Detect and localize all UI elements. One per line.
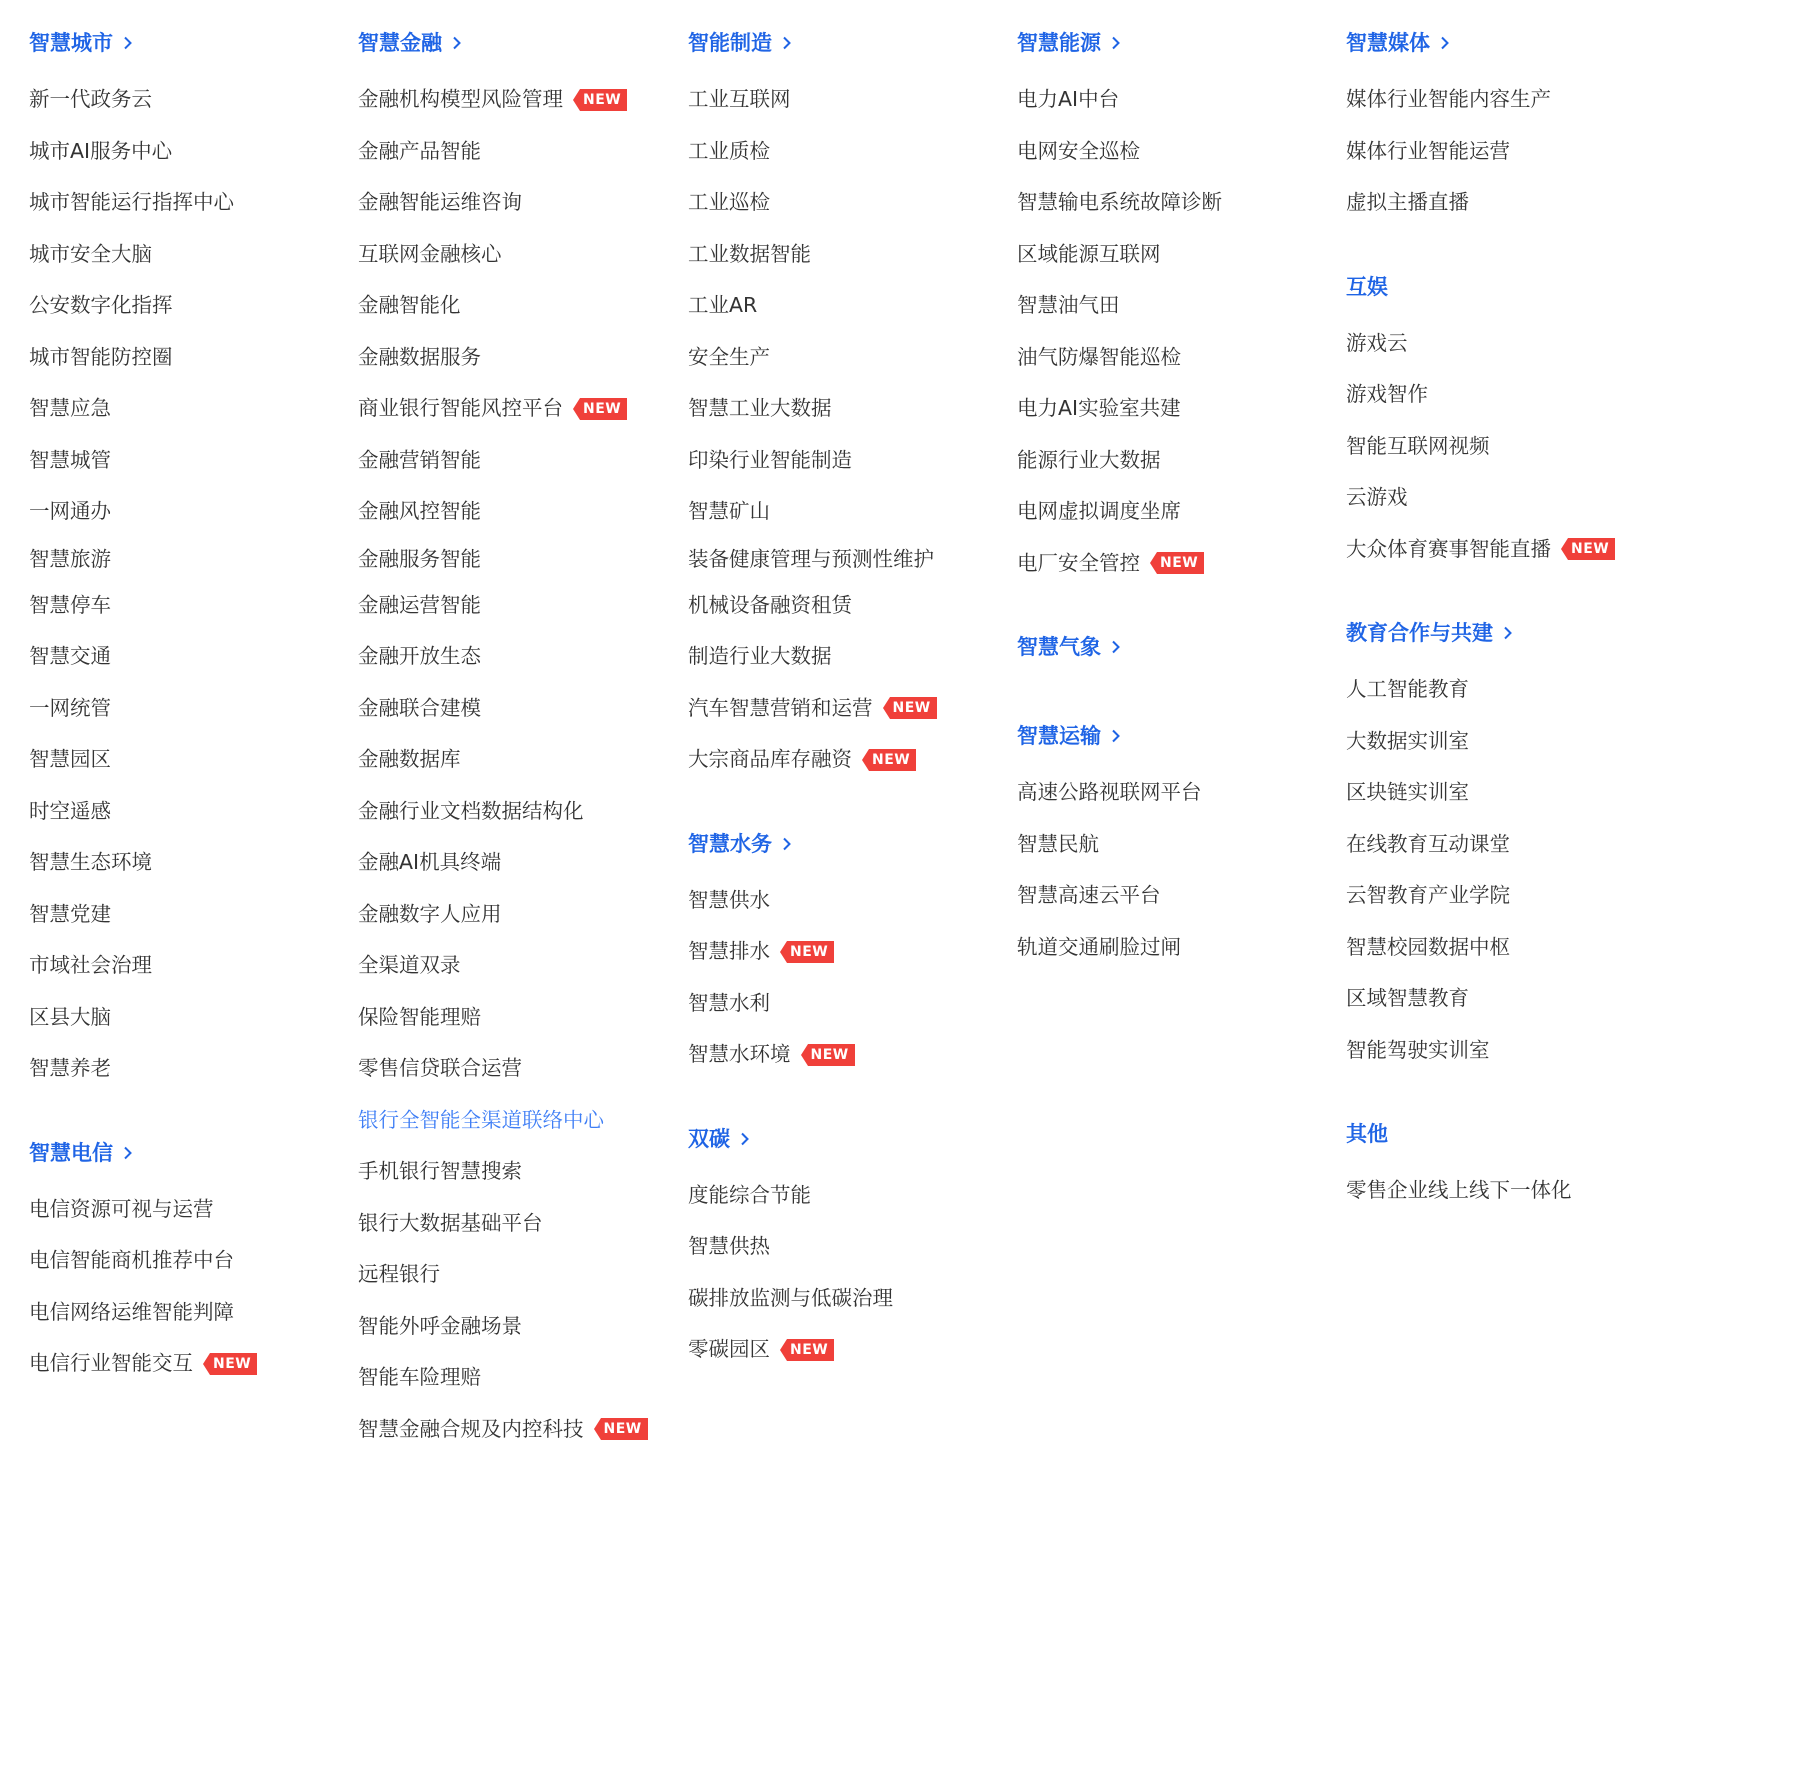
chevron-right-icon xyxy=(123,36,133,50)
menu-item[interactable] xyxy=(688,538,1008,580)
new-badge xyxy=(780,1339,834,1361)
new-badge-label: NEW xyxy=(869,749,916,771)
new-badge-label: NEW xyxy=(808,1044,855,1066)
section-title[interactable] xyxy=(1346,1118,1388,1150)
menu-item[interactable] xyxy=(1017,229,1337,281)
menu-column xyxy=(1017,0,1337,973)
section-title[interactable] xyxy=(1017,720,1121,752)
menu-item[interactable] xyxy=(688,1170,1008,1222)
menu-item-label: 智慧交通 xyxy=(29,644,111,668)
menu-item-label: 智慧民航 xyxy=(1017,831,1099,856)
menu-item[interactable] xyxy=(358,74,678,126)
menu-item-label: 新一代政务云 xyxy=(29,87,152,111)
menu-section xyxy=(1346,271,1666,576)
section-title[interactable] xyxy=(29,27,133,59)
menu-item[interactable] xyxy=(1017,922,1337,974)
menu-item-label: 金融数据库 xyxy=(358,747,461,771)
menu-item[interactable] xyxy=(29,992,349,1044)
menu-item[interactable] xyxy=(1346,318,1666,370)
menu-item-label: 智慧应急 xyxy=(29,396,111,420)
new-badge xyxy=(780,941,834,963)
menu-item[interactable] xyxy=(1017,177,1337,229)
menu-item-label: 制造行业大数据 xyxy=(688,644,832,668)
menu-item[interactable] xyxy=(358,538,678,580)
menu-item-label: 高速公路视联网平台 xyxy=(1017,780,1202,804)
menu-item-label: 智慧供水 xyxy=(688,887,770,912)
menu-item[interactable] xyxy=(688,683,1008,735)
new-badge-label: NEW xyxy=(1157,552,1204,574)
menu-item-label: 保险智能理赔 xyxy=(358,1004,481,1029)
menu-item-label: 智慧高速云平台 xyxy=(1017,883,1161,907)
menu-item-label: 零售信贷联合运营 xyxy=(358,1056,522,1080)
menu-item[interactable] xyxy=(1346,767,1666,819)
menu-item[interactable] xyxy=(688,1273,1008,1325)
menu-item-label: 电信资源可视与运营 xyxy=(29,1196,214,1221)
menu-item-label: 金融机构模型风险管理 xyxy=(358,87,563,111)
menu-item[interactable] xyxy=(358,734,678,786)
menu-item[interactable] xyxy=(358,486,678,538)
menu-item[interactable] xyxy=(688,126,1008,178)
section-title-label: 其他 xyxy=(1346,1122,1388,1146)
section-title-label: 智能制造 xyxy=(688,31,772,55)
menu-item[interactable] xyxy=(1017,383,1337,435)
menu-item-label: 电信网络运维智能判障 xyxy=(29,1299,234,1324)
menu-section xyxy=(358,27,678,1455)
menu-item-label: 区块链实训室 xyxy=(1346,780,1469,804)
section-title[interactable] xyxy=(1017,631,1121,663)
menu-item-label: 零售企业线上线下一体化 xyxy=(1346,1178,1572,1202)
menu-item[interactable] xyxy=(1346,421,1666,473)
menu-item[interactable] xyxy=(29,486,349,538)
menu-item[interactable] xyxy=(688,435,1008,487)
menu-item-label: 零碳园区 xyxy=(688,1337,770,1361)
new-badge xyxy=(573,89,627,111)
menu-item[interactable] xyxy=(358,786,678,838)
menu-item[interactable] xyxy=(29,332,349,384)
chevron-right-icon xyxy=(1440,36,1450,50)
menu-item-label: 金融智能化 xyxy=(358,293,461,317)
menu-section xyxy=(1346,27,1666,229)
menu-item[interactable] xyxy=(29,126,349,178)
menu-item[interactable] xyxy=(358,332,678,384)
chevron-right-icon xyxy=(123,1146,133,1160)
menu-item-label: 远程银行 xyxy=(358,1262,440,1286)
menu-item[interactable] xyxy=(29,837,349,889)
menu-item[interactable] xyxy=(688,1221,1008,1273)
menu-item[interactable] xyxy=(1017,870,1337,922)
menu-item[interactable] xyxy=(1017,332,1337,384)
menu-item-label: 金融智能运维咨询 xyxy=(358,190,522,214)
menu-item[interactable] xyxy=(688,926,1008,978)
menu-item-label: 智慧园区 xyxy=(29,747,111,771)
menu-item[interactable] xyxy=(358,992,678,1044)
menu-item[interactable] xyxy=(688,332,1008,384)
section-title-label: 教育合作与共建 xyxy=(1346,621,1493,645)
menu-item[interactable] xyxy=(29,74,349,126)
menu-item-label: 媒体行业智能内容生产 xyxy=(1346,87,1551,111)
menu-item[interactable] xyxy=(688,229,1008,281)
menu-item-label: 工业质检 xyxy=(688,138,770,163)
section-items xyxy=(1346,74,1666,229)
menu-section xyxy=(1017,631,1337,678)
menu-item[interactable] xyxy=(358,889,678,941)
menu-item-label: 金融开放生态 xyxy=(358,644,481,668)
menu-section xyxy=(688,27,1008,786)
section-title-label: 智慧能源 xyxy=(1017,31,1101,55)
menu-item[interactable] xyxy=(358,229,678,281)
menu-item[interactable] xyxy=(1346,177,1666,229)
menu-item-label: 市域社会治理 xyxy=(29,953,152,977)
menu-item[interactable] xyxy=(1346,922,1666,974)
menu-item[interactable] xyxy=(29,1338,349,1390)
section-items xyxy=(688,74,1008,786)
menu-item-label: 智慧金融合规及内控科技 xyxy=(358,1416,584,1441)
menu-item[interactable] xyxy=(1346,74,1666,126)
menu-item-label: 互联网金融核心 xyxy=(358,241,502,266)
menu-item[interactable] xyxy=(358,1198,678,1250)
menu-item[interactable] xyxy=(358,580,678,632)
menu-item-label: 大众体育赛事智能直播 xyxy=(1346,536,1551,561)
menu-item-label: 油气防爆智能巡检 xyxy=(1017,344,1181,369)
menu-item-label: 智能互联网视频 xyxy=(1346,433,1490,458)
menu-item[interactable] xyxy=(1346,819,1666,871)
menu-item[interactable] xyxy=(358,940,678,992)
menu-item[interactable] xyxy=(358,1404,678,1456)
menu-item-label: 工业AR xyxy=(688,293,758,317)
menu-item[interactable] xyxy=(1346,1025,1666,1077)
menu-item-label: 装备健康管理与预测性维护 xyxy=(688,546,934,571)
menu-item[interactable] xyxy=(688,1029,1008,1081)
menu-item[interactable] xyxy=(358,1249,678,1301)
menu-item-label: 人工智能教育 xyxy=(1346,677,1469,701)
chevron-right-icon xyxy=(1111,729,1121,743)
section-title-label: 双碳 xyxy=(688,1126,730,1151)
menu-section xyxy=(688,828,1008,1081)
menu-column xyxy=(358,0,678,1455)
menu-item-label: 金融AI机具终端 xyxy=(358,850,502,874)
menu-item[interactable] xyxy=(1017,819,1337,871)
menu-item-label: 智慧党建 xyxy=(29,901,111,926)
new-badge-label: NEW xyxy=(890,697,937,719)
menu-item[interactable] xyxy=(688,978,1008,1030)
menu-item-label: 智慧工业大数据 xyxy=(688,396,832,420)
new-badge-label: NEW xyxy=(1568,538,1615,560)
menu-item[interactable] xyxy=(358,631,678,683)
menu-item-label: 城市安全大脑 xyxy=(29,241,152,266)
chevron-right-icon xyxy=(782,36,792,50)
section-title[interactable] xyxy=(1346,27,1450,59)
menu-item[interactable] xyxy=(29,580,349,632)
menu-item-label: 智慧矿山 xyxy=(688,499,770,523)
menu-item[interactable] xyxy=(358,1146,678,1198)
menu-item-label: 商业银行智能风控平台 xyxy=(358,396,563,420)
menu-item-label: 度能综合节能 xyxy=(688,1182,811,1207)
new-badge xyxy=(203,1353,257,1375)
section-title-label: 智慧城市 xyxy=(29,31,113,55)
section-title[interactable] xyxy=(688,27,792,59)
new-badge-label: NEW xyxy=(601,1418,648,1440)
chevron-right-icon xyxy=(1111,36,1121,50)
menu-item[interactable] xyxy=(688,486,1008,538)
menu-item[interactable] xyxy=(1346,716,1666,768)
menu-column xyxy=(1346,0,1666,1217)
menu-item-label: 游戏云 xyxy=(1346,330,1408,355)
section-items xyxy=(1017,767,1337,973)
menu-item[interactable] xyxy=(1346,524,1666,576)
menu-item[interactable] xyxy=(1346,369,1666,421)
menu-item-label: 碳排放监测与低碳治理 xyxy=(688,1285,893,1310)
section-title-label: 智慧电信 xyxy=(29,1140,113,1165)
menu-section xyxy=(29,27,349,1095)
menu-item-label: 云智教育产业学院 xyxy=(1346,883,1510,907)
chevron-right-icon xyxy=(1111,640,1121,654)
menu-item[interactable] xyxy=(358,280,678,332)
menu-section xyxy=(1017,720,1337,973)
menu-item-label: 智慧油气田 xyxy=(1017,293,1120,317)
menu-item[interactable] xyxy=(1346,472,1666,524)
menu-item[interactable] xyxy=(358,126,678,178)
menu-item-label: 云游戏 xyxy=(1346,485,1408,509)
new-badge xyxy=(573,398,627,420)
menu-item-label: 金融服务智能 xyxy=(358,546,481,571)
section-title-label: 互娱 xyxy=(1346,274,1388,299)
menu-item-label: 汽车智慧营销和运营 xyxy=(688,695,873,720)
menu-item-label: 区县大脑 xyxy=(29,1004,111,1029)
menu-item[interactable] xyxy=(688,74,1008,126)
menu-item-label: 金融运营智能 xyxy=(358,592,481,617)
menu-item[interactable] xyxy=(29,435,349,487)
menu-section xyxy=(688,1123,1008,1376)
menu-item-label: 区域智慧教育 xyxy=(1346,986,1469,1010)
section-items xyxy=(29,74,349,1095)
menu-item-label: 全渠道双录 xyxy=(358,953,461,977)
new-badge-label: NEW xyxy=(787,1339,834,1361)
menu-item[interactable] xyxy=(29,683,349,735)
menu-item-label: 金融营销智能 xyxy=(358,447,481,472)
menu-item[interactable] xyxy=(688,631,1008,683)
menu-item-label: 银行全智能全渠道联络中心 xyxy=(358,1107,604,1132)
menu-item-label: 金融行业文档数据结构化 xyxy=(358,798,584,823)
new-badge xyxy=(1561,538,1615,560)
menu-item[interactable] xyxy=(1017,538,1337,590)
menu-item[interactable] xyxy=(688,1324,1008,1376)
new-badge xyxy=(801,1044,855,1066)
menu-item-label: 一网统管 xyxy=(29,695,111,720)
menu-item[interactable] xyxy=(29,786,349,838)
menu-item-label: 城市智能防控圈 xyxy=(29,344,173,369)
menu-item-label: 智慧校园数据中枢 xyxy=(1346,934,1510,959)
menu-item-label: 金融数字人应用 xyxy=(358,901,502,926)
new-badge-label: NEW xyxy=(787,941,834,963)
chevron-right-icon xyxy=(452,36,462,50)
section-items xyxy=(688,1170,1008,1376)
menu-item-label: 电厂安全管控 xyxy=(1017,550,1140,575)
menu-column xyxy=(29,0,349,1390)
menu-item[interactable] xyxy=(358,177,678,229)
menu-item-label: 金融风控智能 xyxy=(358,499,481,523)
menu-item[interactable] xyxy=(688,177,1008,229)
section-title[interactable] xyxy=(688,1123,750,1155)
menu-item[interactable] xyxy=(688,734,1008,786)
menu-item-label: 电信行业智能交互 xyxy=(29,1351,193,1375)
menu-item[interactable] xyxy=(1346,664,1666,716)
menu-item-label: 大数据实训室 xyxy=(1346,728,1469,753)
new-badge xyxy=(1150,552,1204,574)
menu-item-label: 智慧停车 xyxy=(29,592,111,617)
menu-item[interactable] xyxy=(1017,435,1337,487)
menu-section xyxy=(29,1137,349,1390)
chevron-right-icon xyxy=(740,1132,750,1146)
menu-item[interactable] xyxy=(1017,126,1337,178)
section-items xyxy=(1346,664,1666,1076)
section-items xyxy=(1017,74,1337,589)
menu-item[interactable] xyxy=(29,538,349,580)
menu-item[interactable] xyxy=(29,229,349,281)
section-title[interactable] xyxy=(688,828,792,860)
menu-item-label: 电网安全巡检 xyxy=(1017,138,1140,163)
menu-item-label: 智慧旅游 xyxy=(29,546,111,571)
new-badge-label: NEW xyxy=(580,398,627,420)
section-items xyxy=(358,74,678,1455)
menu-item-label: 电信智能商机推荐中台 xyxy=(29,1248,234,1272)
menu-item[interactable] xyxy=(688,383,1008,435)
menu-item[interactable] xyxy=(358,383,678,435)
menu-item[interactable] xyxy=(29,631,349,683)
menu-item[interactable] xyxy=(358,1095,678,1147)
menu-item-label: 金融产品智能 xyxy=(358,138,481,163)
menu-item[interactable] xyxy=(688,280,1008,332)
menu-item[interactable] xyxy=(29,734,349,786)
menu-section xyxy=(1017,27,1337,589)
menu-item[interactable] xyxy=(1017,767,1337,819)
menu-section xyxy=(1346,1118,1666,1217)
menu-section xyxy=(1346,617,1666,1076)
new-badge-label: NEW xyxy=(210,1353,257,1375)
menu-item-label: 印染行业智能制造 xyxy=(688,447,852,472)
menu-item-label: 机械设备融资租赁 xyxy=(688,592,852,617)
chevron-right-icon xyxy=(782,837,792,851)
menu-item[interactable] xyxy=(688,875,1008,927)
new-badge xyxy=(594,1418,648,1440)
new-badge xyxy=(883,697,937,719)
menu-column xyxy=(688,0,1008,1376)
menu-item-label: 智慧水利 xyxy=(688,990,770,1015)
menu-item-label: 电力AI中台 xyxy=(1017,87,1120,111)
menu-item[interactable] xyxy=(29,383,349,435)
menu-item-label: 电力AI实验室共建 xyxy=(1017,396,1181,420)
menu-item-label: 智慧养老 xyxy=(29,1056,111,1080)
menu-item[interactable] xyxy=(1017,74,1337,126)
menu-item-label: 区域能源互联网 xyxy=(1017,241,1161,266)
menu-item-label: 智慧城管 xyxy=(29,447,111,472)
menu-item[interactable] xyxy=(358,1352,678,1404)
menu-item-label: 在线教育互动课堂 xyxy=(1346,831,1510,856)
menu-item-label: 金融联合建模 xyxy=(358,695,481,720)
menu-item[interactable] xyxy=(1346,126,1666,178)
new-badge xyxy=(862,749,916,771)
menu-item[interactable] xyxy=(358,837,678,889)
menu-item-label: 智慧输电系统故障诊断 xyxy=(1017,190,1222,214)
menu-item-label: 智能车险理赔 xyxy=(358,1365,481,1389)
menu-item-label: 城市智能运行指挥中心 xyxy=(29,190,234,214)
menu-item[interactable] xyxy=(688,580,1008,632)
menu-item-label: 媒体行业智能运营 xyxy=(1346,138,1510,163)
menu-item[interactable] xyxy=(1346,973,1666,1025)
chevron-right-icon xyxy=(1503,626,1513,640)
section-title-label: 智慧水务 xyxy=(688,831,772,856)
menu-item[interactable] xyxy=(358,683,678,735)
menu-item[interactable] xyxy=(358,435,678,487)
menu-item-label: 安全生产 xyxy=(688,344,770,369)
menu-item-label: 电网虚拟调度坐席 xyxy=(1017,499,1181,523)
section-items xyxy=(1346,318,1666,576)
section-title[interactable] xyxy=(1346,617,1513,649)
menu-item[interactable] xyxy=(29,1287,349,1339)
menu-item-label: 游戏智作 xyxy=(1346,382,1428,406)
section-title-label: 智慧运输 xyxy=(1017,724,1101,748)
menu-item-label: 公安数字化指挥 xyxy=(29,293,173,317)
menu-item[interactable] xyxy=(358,1301,678,1353)
menu-item-label: 一网通办 xyxy=(29,499,111,523)
menu-item-label: 智慧供热 xyxy=(688,1234,770,1258)
menu-item[interactable] xyxy=(1017,486,1337,538)
menu-item-label: 智慧排水 xyxy=(688,939,770,963)
menu-item[interactable] xyxy=(1346,1165,1666,1217)
menu-item-label: 金融数据服务 xyxy=(358,344,481,369)
section-title[interactable] xyxy=(1346,271,1388,303)
menu-item-label: 智能驾驶实训室 xyxy=(1346,1037,1490,1062)
menu-item[interactable] xyxy=(358,1043,678,1095)
menu-item-label: 大宗商品库存融资 xyxy=(688,747,852,771)
menu-item-label: 银行大数据基础平台 xyxy=(358,1210,543,1235)
menu-item-label: 工业巡检 xyxy=(688,190,770,214)
menu-item[interactable] xyxy=(1017,280,1337,332)
section-title-label: 智慧气象 xyxy=(1017,635,1101,659)
menu-item[interactable] xyxy=(29,940,349,992)
section-title-label: 智慧媒体 xyxy=(1346,31,1430,55)
menu-item-label: 轨道交通刷脸过闸 xyxy=(1017,934,1181,959)
menu-item-label: 虚拟主播直播 xyxy=(1346,190,1469,214)
section-title-label: 智慧金融 xyxy=(358,31,442,55)
section-title[interactable] xyxy=(358,27,462,59)
menu-item-label: 智能外呼金融场景 xyxy=(358,1313,522,1338)
menu-item-label: 城市AI服务中心 xyxy=(29,138,173,163)
menu-item[interactable] xyxy=(29,1235,349,1287)
menu-item-label: 智慧水环境 xyxy=(688,1042,791,1066)
menu-item[interactable] xyxy=(29,177,349,229)
menu-item-label: 时空遥感 xyxy=(29,798,111,823)
section-title[interactable] xyxy=(1017,27,1121,59)
menu-item[interactable] xyxy=(1346,870,1666,922)
menu-item[interactable] xyxy=(29,1043,349,1095)
menu-item[interactable] xyxy=(29,889,349,941)
menu-item-label: 工业互联网 xyxy=(688,87,791,111)
new-badge-label: NEW xyxy=(580,89,627,111)
section-items xyxy=(1346,1165,1666,1217)
menu-item-label: 工业数据智能 xyxy=(688,241,811,266)
menu-item[interactable] xyxy=(29,280,349,332)
section-items xyxy=(29,1184,349,1390)
section-items xyxy=(688,875,1008,1081)
menu-item-label: 手机银行智慧搜索 xyxy=(358,1159,522,1183)
menu-item-label: 智慧生态环境 xyxy=(29,850,152,874)
section-title[interactable] xyxy=(29,1137,133,1169)
menu-item-label: 能源行业大数据 xyxy=(1017,447,1161,472)
menu-item[interactable] xyxy=(29,1184,349,1236)
